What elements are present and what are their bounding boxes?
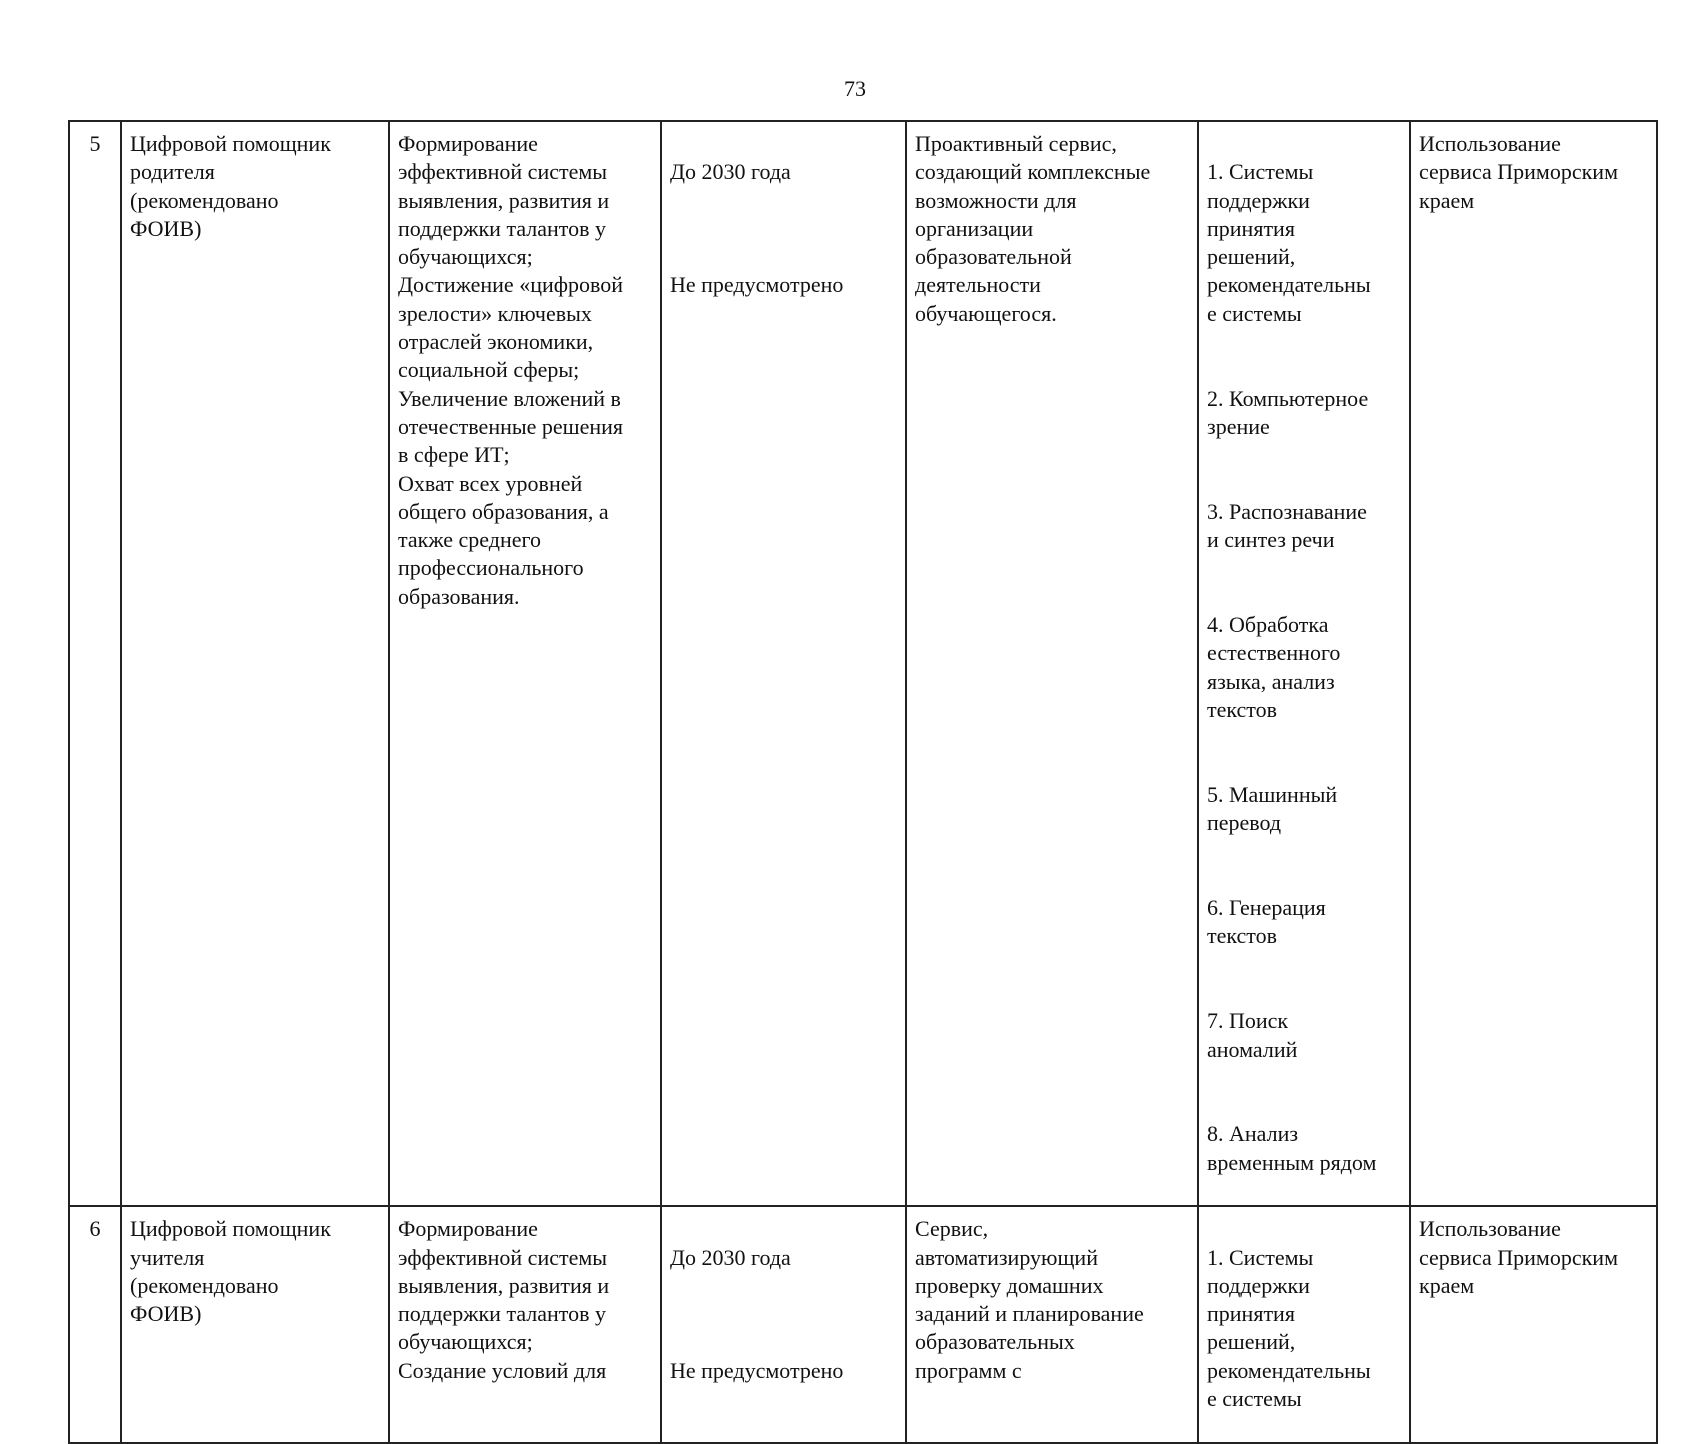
technology-item: 1. Системы поддержки принятия решений, рекомендательны е системы <box>1207 1244 1371 1412</box>
row-number: 6 <box>69 1206 121 1442</box>
technology-item: 7. Поиск аномалий <box>1207 1008 1298 1062</box>
technology-item: 8. Анализ временным рядом <box>1207 1121 1377 1175</box>
table-row <box>69 1206 1657 1442</box>
row-number: 5 <box>69 121 121 1206</box>
funding: Не предусмотрено <box>670 1357 844 1383</box>
project-description: Проактивный сервис, создающий комплексные возможности для организации образовательной деятельности обучающегося. <box>906 121 1198 1206</box>
service-usage: Использование сервиса Приморским краем <box>1410 121 1657 1206</box>
project-goals: Формирование эффективной системы выявления, развития и поддержки талантов у обучающихся; Создание условий для <box>389 1206 661 1442</box>
funding: Не предусмотрено <box>670 272 844 298</box>
technology-item: 1. Системы поддержки принятия решений, рекомендательны е системы <box>1207 159 1371 326</box>
deadline: До 2030 года <box>670 1244 791 1270</box>
technology-item: 3. Распознавание и синтез речи <box>1207 498 1367 553</box>
project-name: Цифровой помощник учителя (рекомендовано ФОИВ) <box>121 1206 389 1442</box>
technology-item: 2. Компьютерное зрение <box>1207 385 1369 439</box>
technology-item: 5. Машинный перевод <box>1207 781 1338 836</box>
project-goals: Формирование эффективной системы выявления, развития и поддержки талантов у обучающихся; Достижение «цифровой зрелости» ключевых отраслей экономики, социальной сферы; Увеличение вложений в отечественные решения в сфере ИТ; Охват всех уровней общего образования, а также среднего профессионального образования. <box>389 121 661 1206</box>
projects-table <box>68 120 1658 1444</box>
technologies-list <box>1198 121 1410 1206</box>
service-usage: Использование сервиса Приморским краем <box>1410 1206 1657 1442</box>
technology-item: 6. Генерация текстов <box>1207 895 1326 949</box>
deadline: До 2030 года <box>670 159 791 185</box>
project-description: Сервис, автоматизирующий проверку домашних заданий и планирование образовательных программ с <box>906 1206 1198 1442</box>
deadline-funding-cell <box>661 121 906 1206</box>
technology-item: 4. Обработка естественного языка, анализ текстов <box>1207 612 1341 722</box>
page-number: 73 <box>844 76 866 101</box>
project-name: Цифровой помощник родителя (рекомендовано ФОИВ) <box>121 121 389 1206</box>
deadline-funding-cell <box>661 1206 906 1442</box>
technologies-list <box>1198 1206 1410 1442</box>
table-row <box>69 121 1657 1206</box>
